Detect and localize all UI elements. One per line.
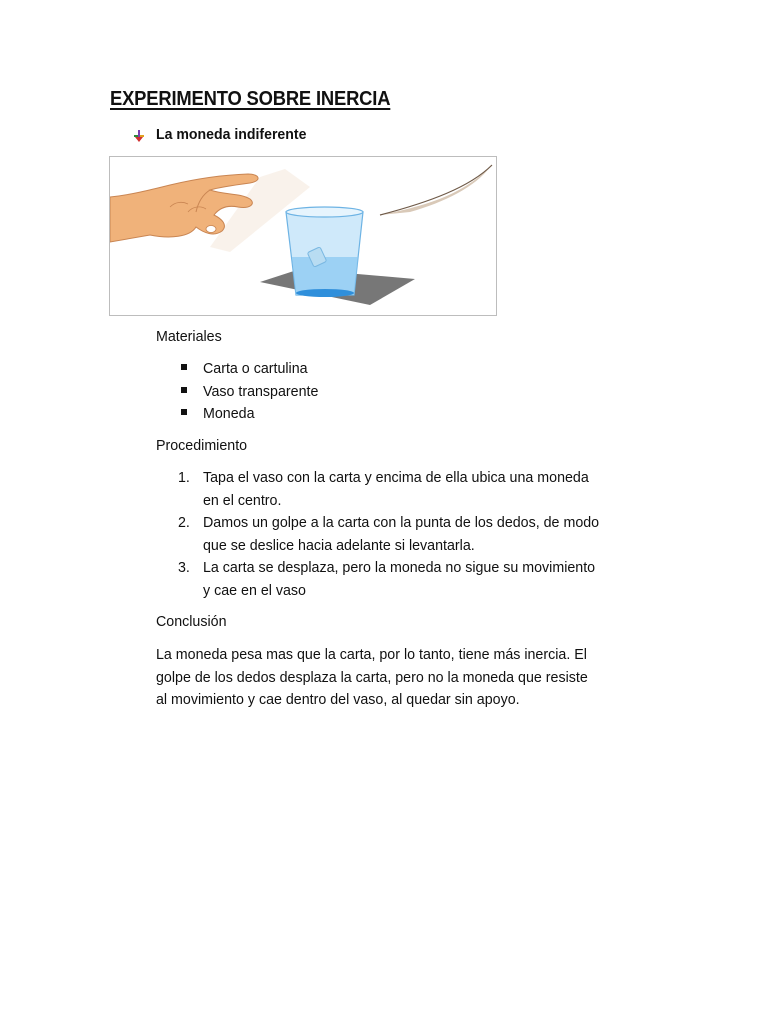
- step-line: que se deslice hacia adelante si levantarla.: [203, 537, 475, 554]
- glass: [286, 207, 363, 297]
- step-line: en el centro.: [203, 492, 282, 509]
- step-line: y cae en el vaso: [203, 582, 306, 599]
- step-number: 1.: [178, 469, 190, 486]
- square-bullet-icon: [181, 364, 187, 370]
- section-subtitle: La moneda indiferente: [156, 126, 307, 143]
- material-item: Vaso transparente: [203, 383, 319, 400]
- experiment-drawing: [110, 157, 496, 315]
- procedure-heading: Procedimiento: [156, 437, 248, 454]
- material-item: Moneda: [203, 405, 255, 422]
- conclusion-line: La moneda pesa mas que la carta, por lo tanto, tiene más inercia. El: [156, 646, 587, 663]
- step-line: Tapa el vaso con la carta y encima de ella ubica una moneda: [203, 469, 589, 486]
- step-line: Damos un golpe a la carta con la punta de los dedos, de modo: [203, 514, 600, 531]
- material-item: Carta o cartulina: [203, 360, 308, 377]
- materials-heading: Materiales: [156, 328, 222, 345]
- document-title: EXPERIMENTO SOBRE INERCIA: [110, 88, 391, 110]
- square-bullet-icon: [181, 387, 187, 393]
- step-number: 2.: [178, 514, 190, 531]
- conclusion-line: al movimiento y cae dentro del vaso, al quedar sin apoyo.: [156, 691, 520, 708]
- conclusion-heading: Conclusión: [156, 613, 227, 630]
- step-line: La carta se desplaza, pero la moneda no sigue su movimiento: [203, 559, 596, 576]
- step-number: 3.: [178, 559, 190, 576]
- arrow-bullet-icon: [133, 130, 145, 142]
- experiment-illustration: [109, 156, 497, 316]
- square-bullet-icon: [181, 409, 187, 415]
- conclusion-line: golpe de los dedos desplaza la carta, pero no la moneda que resiste: [156, 669, 588, 686]
